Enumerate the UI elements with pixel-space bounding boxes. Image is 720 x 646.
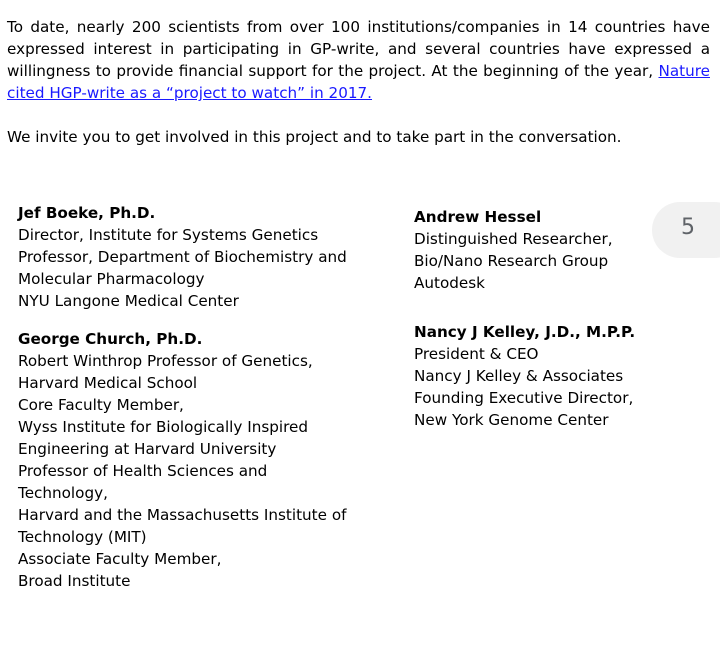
signatory-name: George Church, Ph.D. <box>18 330 203 348</box>
signatory-title-line: Associate Faculty Member, <box>18 550 222 568</box>
signatory-title-line: Technology (MIT) <box>18 528 147 546</box>
signatory-title-line: Director, Institute for Systems Genetics <box>18 226 319 244</box>
page-number: 5 <box>681 215 695 240</box>
signatory-title-line: Engineering at Harvard University <box>18 440 277 458</box>
signatory-title-line: Professor of Health Sciences and <box>18 462 268 480</box>
invitation-paragraph: We invite you to get involved in this project and to take part in the conversation. <box>7 128 622 146</box>
signatory-title-line: Robert Winthrop Professor of Genetics, <box>18 352 313 370</box>
signatory-name: Nancy J Kelley, J.D., M.P.P. <box>414 323 636 341</box>
signatory-title-line: Bio/Nano Research Group <box>414 252 609 270</box>
signatory-title-line: Molecular Pharmacology <box>18 270 205 288</box>
signatory-kelley <box>414 321 635 431</box>
signatory-title-line: Technology, <box>18 484 108 502</box>
signatory-title-line: Distinguished Researcher, <box>414 230 613 248</box>
intro-paragraph <box>7 16 710 104</box>
signatory-title-line: Broad Institute <box>18 572 131 590</box>
signatory-title-line: Nancy J Kelley & Associates <box>414 367 624 385</box>
signatory-title-line: NYU Langone Medical Center <box>18 292 239 310</box>
page-number-indicator <box>652 202 720 258</box>
signatory-name: Andrew Hessel <box>414 208 542 226</box>
signatory-name: Jef Boeke, Ph.D. <box>18 204 156 222</box>
signatory-title-line: New York Genome Center <box>414 411 609 429</box>
signatory-title-line: Autodesk <box>414 274 485 292</box>
signatory-title-line: Professor, Department of Biochemistry and <box>18 248 347 266</box>
intro-paragraph-text: To date, nearly 200 scientists from over 100 institutions/companies in 14 countries have expressed interest in participating in GP-write, and several countries have expressed a willingness to provide financial support for the project. At the beginning of the year, <box>7 18 710 80</box>
signatory-title-line: Harvard and the Massachusetts Institute of <box>18 506 347 524</box>
signatory-title-line: Wyss Institute for Biologically Inspired <box>18 418 308 436</box>
signatory-title-line: President & CEO <box>414 345 539 363</box>
signatory-church <box>18 328 346 592</box>
signatory-boeke <box>18 202 347 312</box>
nature-project-to-watch-link[interactable]: Nature cited HGP-write as a “project to watch” in 2017. <box>7 62 710 102</box>
signatory-title-line: Founding Executive Director, <box>414 389 634 407</box>
signatory-hessel <box>414 206 613 294</box>
signatory-title-line: Harvard Medical School <box>18 374 198 392</box>
signatory-title-line: Core Faculty Member, <box>18 396 184 414</box>
